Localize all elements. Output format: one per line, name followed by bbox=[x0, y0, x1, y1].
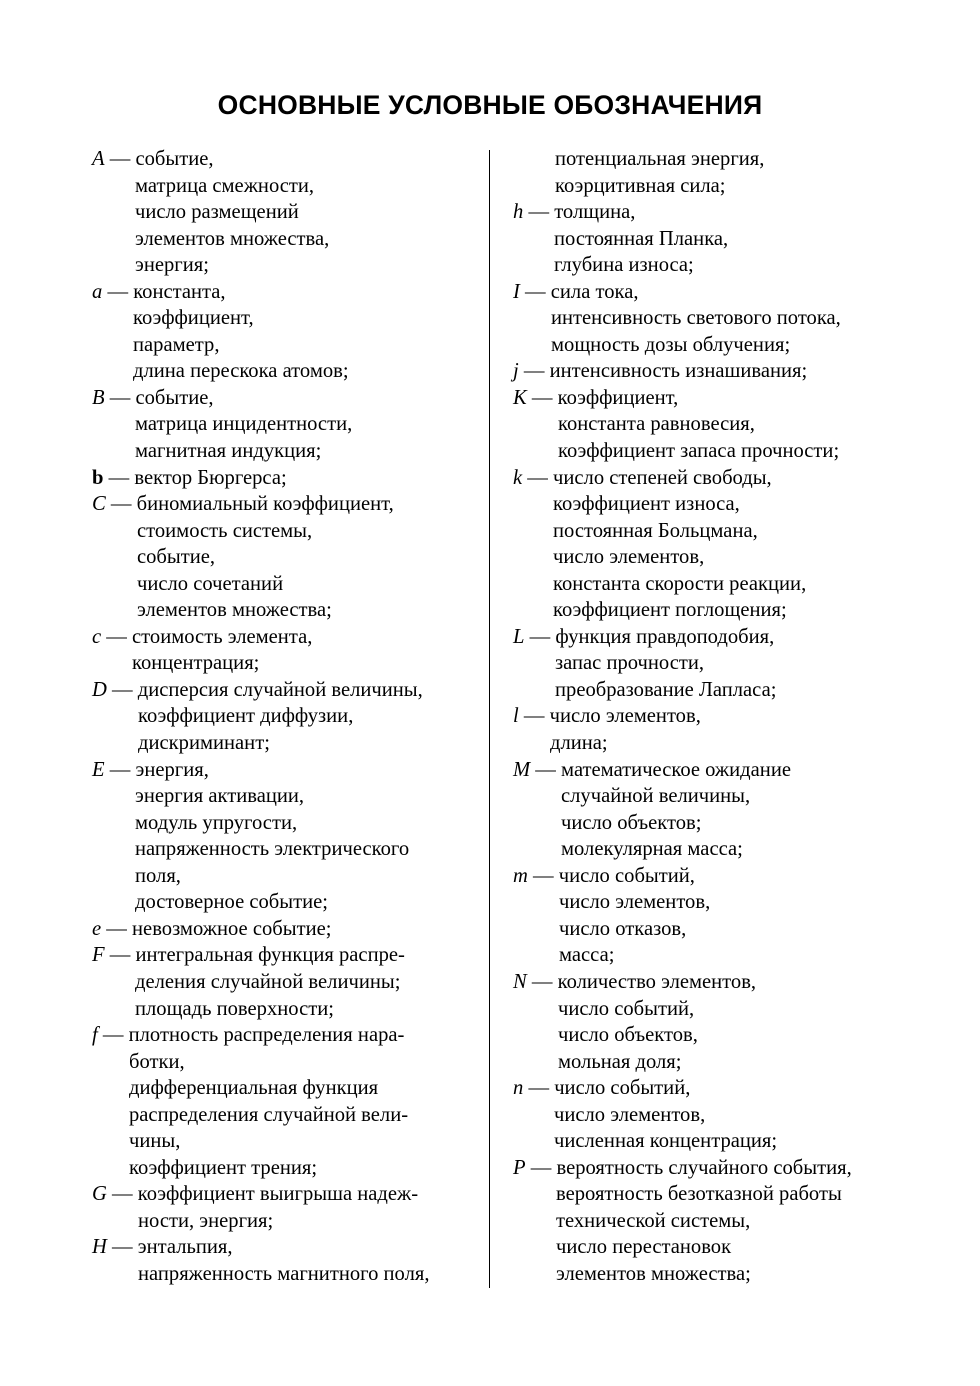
notation-definition: коэффициент, bbox=[133, 307, 254, 330]
notation-dash: — bbox=[519, 280, 551, 303]
notation-entry bbox=[513, 1075, 953, 1155]
notation-symbol: H bbox=[92, 1236, 107, 1259]
notation-definition: число элементов, bbox=[553, 546, 705, 569]
notation-dash: — bbox=[522, 466, 554, 489]
notation-dash: — bbox=[102, 280, 134, 303]
notation-symbol: F bbox=[92, 944, 105, 967]
notation-definition: коэффициент износа, bbox=[553, 493, 740, 516]
notation-entry bbox=[513, 757, 953, 863]
notation-line bbox=[513, 703, 953, 730]
notation-definition: число элементов, bbox=[549, 705, 701, 728]
notation-definition: концентрация; bbox=[132, 652, 260, 675]
notation-dash: — bbox=[105, 493, 137, 516]
notation-symbol: P bbox=[513, 1156, 526, 1179]
notation-symbol: k bbox=[513, 466, 523, 489]
notation-entry bbox=[513, 624, 953, 704]
notation-definition: ности, энергия; bbox=[138, 1209, 274, 1232]
notation-symbol: l bbox=[513, 705, 519, 728]
notation-definition: число перестановок bbox=[556, 1236, 732, 1259]
notation-definition: коэффициент трения; bbox=[129, 1156, 318, 1179]
notation-entry bbox=[513, 385, 953, 465]
notation-line bbox=[92, 942, 482, 969]
notation-definition: число объектов; bbox=[561, 811, 702, 834]
notation-dash: — bbox=[527, 864, 559, 887]
notation-definition: дискриминант; bbox=[138, 732, 270, 755]
notation-symbol: h bbox=[513, 201, 524, 224]
notation-definition: число элементов, bbox=[554, 1103, 706, 1126]
notation-definition: параметр, bbox=[133, 333, 220, 356]
notation-dash: — bbox=[103, 466, 135, 489]
notation-dash: — bbox=[530, 758, 562, 781]
notation-dash: — bbox=[104, 386, 136, 409]
notation-definition: коэрцитивная сила; bbox=[555, 174, 726, 197]
notation-line bbox=[513, 624, 953, 651]
notation-definition: математическое ожидание bbox=[561, 758, 791, 781]
notation-definition: длина; bbox=[550, 732, 608, 755]
notation-column-left bbox=[92, 146, 482, 1288]
notation-line bbox=[513, 863, 953, 890]
notation-line bbox=[92, 279, 482, 306]
notation-symbol: c bbox=[92, 625, 102, 648]
notation-line bbox=[513, 465, 953, 492]
notation-symbol: b bbox=[92, 466, 104, 489]
notation-entry bbox=[513, 863, 953, 969]
notation-symbol: f bbox=[92, 1024, 98, 1047]
notation-dash: — bbox=[525, 1156, 557, 1179]
notation-definition: запас прочности, bbox=[555, 652, 705, 675]
notation-entry bbox=[92, 757, 482, 916]
notation-dash: — bbox=[104, 148, 136, 170]
notation-definition: число отказов, bbox=[559, 917, 687, 940]
notation-dash: — bbox=[524, 625, 556, 648]
notation-entry bbox=[513, 279, 953, 359]
notation-definition: вероятность безотказной работы bbox=[556, 1183, 842, 1206]
notation-definition: модуль упругости, bbox=[135, 811, 298, 834]
notation-line bbox=[92, 916, 482, 943]
notation-definition: напряженность магнитного поля, bbox=[138, 1262, 430, 1285]
notation-definition: стоимость системы, bbox=[137, 519, 313, 542]
notation-line bbox=[513, 1155, 953, 1182]
notation-line bbox=[513, 969, 953, 996]
notation-line bbox=[513, 199, 953, 226]
notation-entry bbox=[513, 465, 953, 624]
notation-symbol: C bbox=[92, 493, 106, 516]
notation-definition: событие, bbox=[135, 386, 214, 409]
notation-definition: сила тока, bbox=[550, 280, 639, 303]
notation-definition: толщина, bbox=[554, 201, 636, 224]
notation-definition: функция правдоподобия, bbox=[555, 625, 775, 648]
notation-definition: распределения случайной вели- bbox=[129, 1103, 409, 1126]
notation-definition: число объектов, bbox=[558, 1024, 698, 1047]
notation-definition: преобразование Лапласа; bbox=[555, 678, 777, 701]
notation-definition: случайной величины, bbox=[561, 785, 751, 808]
notation-definition: энтальпия, bbox=[137, 1236, 233, 1259]
notation-line bbox=[513, 385, 953, 412]
notation-dash: — bbox=[523, 201, 555, 224]
notation-definition: магнитная индукция; bbox=[135, 440, 322, 463]
notation-dash: — bbox=[97, 1024, 129, 1047]
notation-symbol: a bbox=[92, 280, 103, 303]
notation-definition: число событий, bbox=[558, 997, 695, 1020]
notation-definition: стоимость элемента, bbox=[132, 625, 313, 648]
notation-line bbox=[92, 757, 482, 784]
notation-entry bbox=[92, 279, 482, 385]
notation-definition: энергия, bbox=[135, 758, 209, 781]
notation-definition: константа скорости реакции, bbox=[553, 572, 807, 595]
notation-definition: коэффициент, bbox=[557, 386, 679, 409]
notation-definition: молекулярная масса; bbox=[561, 838, 743, 861]
notation-line bbox=[513, 279, 953, 306]
notation-entry bbox=[92, 146, 482, 279]
notation-definition: интенсивность изнашивания; bbox=[549, 360, 808, 383]
notation-dash: — bbox=[106, 1236, 138, 1259]
notation-dash: — bbox=[523, 1077, 555, 1100]
notation-definition: дисперсия случайной величины, bbox=[137, 678, 423, 701]
notation-line bbox=[513, 146, 953, 173]
notation-definition: поля, bbox=[135, 864, 181, 887]
page-title: ОСНОВНЫЕ УСЛОВНЫЕ ОБОЗНАЧЕНИЯ bbox=[217, 90, 763, 120]
notation-entry bbox=[92, 385, 482, 465]
notation-definition: коэффициент выигрыша надеж- bbox=[137, 1183, 419, 1206]
notation-symbol: M bbox=[513, 758, 531, 781]
notation-dash: — bbox=[526, 970, 558, 993]
notation-dash: — bbox=[101, 917, 133, 940]
notation-definition: ботки, bbox=[129, 1050, 185, 1073]
notation-definition: мощность дозы облучения; bbox=[551, 333, 791, 356]
notation-symbol: n bbox=[513, 1077, 524, 1100]
notation-definition: коэффициент запаса прочности; bbox=[558, 440, 840, 463]
notation-symbol: B bbox=[92, 386, 105, 409]
notation-definition: дифференциальная функция bbox=[129, 1077, 379, 1100]
notation-definition: константа равновесия, bbox=[558, 413, 755, 436]
notation-definition: численная концентрация; bbox=[554, 1130, 778, 1153]
notation-symbol: G bbox=[92, 1183, 107, 1206]
notation-definition: достоверное событие; bbox=[135, 891, 328, 914]
notation-entry bbox=[92, 465, 482, 492]
notation-line bbox=[92, 624, 482, 651]
notation-symbol: K bbox=[513, 386, 527, 409]
notation-entry bbox=[92, 677, 482, 757]
notation-dash: — bbox=[104, 758, 136, 781]
notation-line bbox=[92, 385, 482, 412]
notation-definition: матрица смежности, bbox=[135, 174, 315, 197]
notation-line bbox=[92, 1181, 482, 1208]
notation-definition: глубина износа; bbox=[554, 254, 694, 277]
notation-line bbox=[513, 1075, 953, 1102]
notation-dash: — bbox=[101, 625, 133, 648]
notation-definition: вектор Бюргерса; bbox=[134, 466, 287, 489]
notation-definition: длина перескока атомов; bbox=[133, 360, 349, 383]
notation-definition: технической системы, bbox=[556, 1209, 751, 1232]
notation-definition: константа, bbox=[133, 280, 226, 303]
notation-entry bbox=[92, 491, 482, 624]
notation-symbol: I bbox=[513, 280, 520, 303]
notation-definition: коэффициент поглощения; bbox=[553, 599, 787, 622]
notation-definition: энергия активации, bbox=[135, 785, 305, 808]
notation-symbol: m bbox=[513, 864, 528, 887]
notation-definition: вероятность случайного события, bbox=[556, 1156, 852, 1179]
notation-line bbox=[513, 757, 953, 784]
notation-line bbox=[92, 1234, 482, 1261]
notation-definition: элементов множества; bbox=[556, 1262, 751, 1285]
notation-dash: — bbox=[106, 678, 138, 701]
notation-symbol: j bbox=[513, 360, 519, 383]
notation-definition: элементов множества, bbox=[135, 227, 330, 250]
notation-symbol: D bbox=[92, 678, 107, 701]
notation-definition: событие, bbox=[135, 148, 214, 170]
notation-symbol: A bbox=[92, 148, 105, 170]
notation-line bbox=[92, 465, 482, 492]
notation-symbol: L bbox=[513, 625, 525, 648]
notation-definition: постоянная Больцмана, bbox=[553, 519, 758, 542]
notation-entry bbox=[513, 969, 953, 1075]
notation-dash: — bbox=[518, 705, 550, 728]
notation-dash: — bbox=[518, 360, 550, 383]
notation-definition: невозможное событие; bbox=[132, 917, 332, 940]
notation-definition: биномиальный коэффициент, bbox=[136, 493, 394, 516]
notation-definition: мольная доля; bbox=[558, 1050, 682, 1073]
notation-line bbox=[513, 358, 953, 385]
notation-definition: чины, bbox=[129, 1130, 181, 1153]
notation-entry bbox=[513, 199, 953, 279]
notation-dash: — bbox=[526, 386, 558, 409]
notation-entry bbox=[513, 1155, 953, 1288]
notation-definition: число событий, bbox=[558, 864, 695, 887]
notation-definition: число элементов, bbox=[559, 891, 711, 914]
notation-symbol: E bbox=[92, 758, 105, 781]
notation-definition: потенциальная энергия, bbox=[555, 148, 765, 170]
notation-definition: постоянная Планка, bbox=[554, 227, 729, 250]
notation-symbol: e bbox=[92, 917, 102, 940]
notation-line bbox=[92, 677, 482, 704]
notation-entry bbox=[92, 916, 482, 943]
notation-symbol: N bbox=[513, 970, 527, 993]
notation-definition: количество элементов, bbox=[557, 970, 757, 993]
notation-entry bbox=[92, 1181, 482, 1234]
notation-dash: — bbox=[104, 944, 136, 967]
notation-definition: площадь поверхности; bbox=[135, 997, 334, 1020]
notation-entry bbox=[92, 1234, 482, 1287]
notation-definition: матрица инцидентности, bbox=[135, 413, 353, 436]
notation-line bbox=[92, 1022, 482, 1049]
notation-definition: число событий, bbox=[554, 1077, 691, 1100]
notation-entry bbox=[513, 358, 953, 385]
notation-definition: плотность распределения нара- bbox=[128, 1024, 405, 1047]
notation-definition: элементов множества; bbox=[137, 599, 332, 622]
notation-definition: событие, bbox=[137, 546, 216, 569]
column-divider bbox=[489, 150, 490, 1288]
notation-definition: напряженность электрического bbox=[135, 838, 410, 861]
notation-entry bbox=[513, 146, 953, 199]
notation-entry bbox=[92, 942, 482, 1022]
notation-definition: коэффициент диффузии, bbox=[138, 705, 354, 728]
notation-entry bbox=[513, 703, 953, 756]
notation-definition: число сочетаний bbox=[137, 572, 284, 595]
notation-definition: число размещений bbox=[135, 201, 299, 224]
notation-line bbox=[92, 491, 482, 518]
notation-entry bbox=[92, 624, 482, 677]
notation-line bbox=[92, 146, 482, 173]
notation-definition: интегральная функция распре- bbox=[135, 944, 405, 967]
notation-definition: энергия; bbox=[135, 254, 209, 277]
notation-definition: масса; bbox=[559, 944, 615, 967]
notation-entry bbox=[92, 1022, 482, 1181]
notation-definition: число степеней свободы, bbox=[553, 466, 772, 489]
notation-definition: деления случайной величины; bbox=[135, 970, 401, 993]
notation-definition: интенсивность светового потока, bbox=[551, 307, 841, 330]
notation-dash: — bbox=[106, 1183, 138, 1206]
notation-column-right bbox=[513, 146, 953, 1288]
